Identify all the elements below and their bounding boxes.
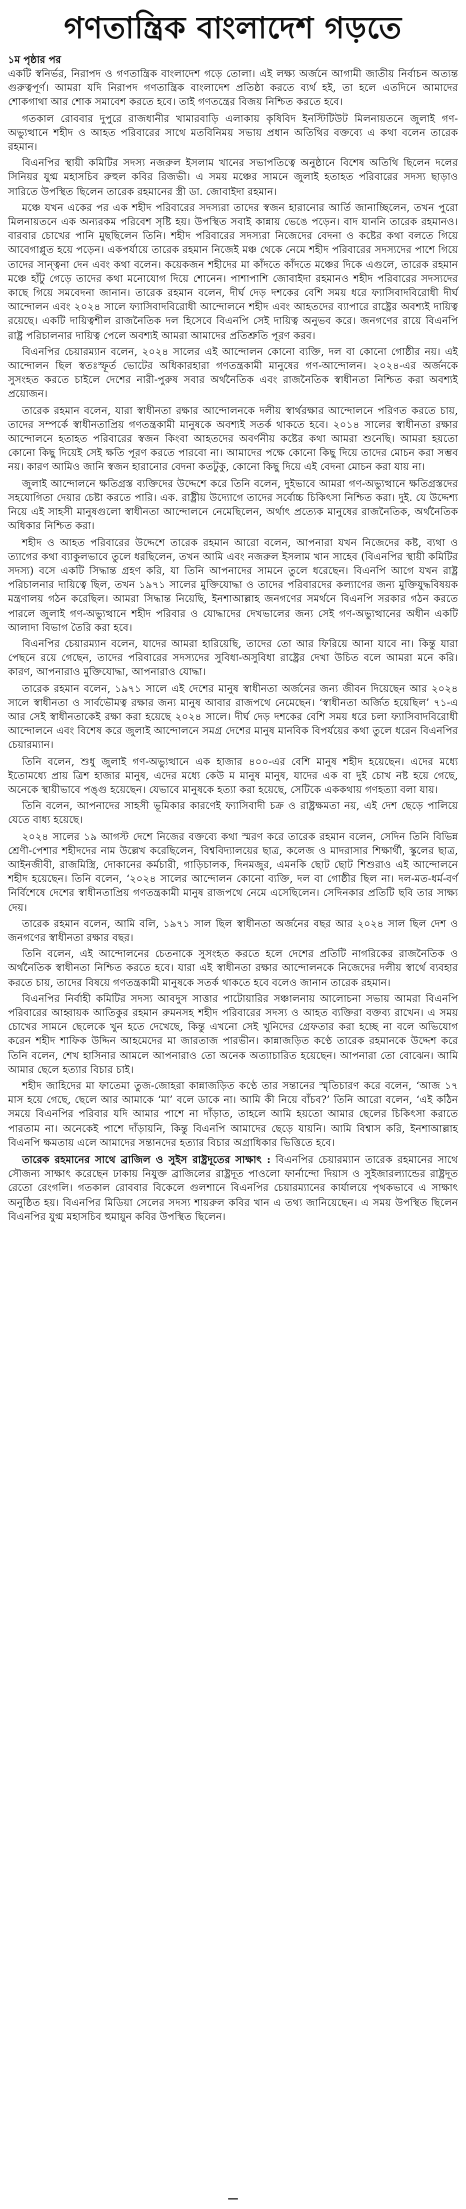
headline: গণতান্ত্রিক বাংলাদেশ গড়তে	[64, 11, 402, 46]
paragraph: শহীদ ও আহত পরিবারের উদ্দেশে তারেক রহমান আরো বলেন, আপনারা যখন নিজেদের কষ্ট, ব্যথা ও ত্যাগের কথা ব্যাকুলভাবে তুলে ধরছিলেন, তখন আমি এবং নজরুল ইসলাম খান সাহেব (বিএনপির স্থায়ী কমিটির সদস্য) বসে একটি সিদ্ধান্ত গ্রহণ করি, যা তিনি আপনাদের সামনে তুলে ধরেছেন। বিএনপি আগে যখন রাষ্ট্র পরিচালনার দায়িত্বে ছিল, তখন ১৯৭১ সালের মুক্তিযোদ্ধা ও তাদের পরিবারদের কল্যাণের জন্য মুক্তিযুদ্ধবিষয়ক মন্ত্রণালয় গঠন করেছিল। আমরা সিদ্ধান্ত নিয়েছি, ইনশাআল্লাহ জনগণের সমর্থনে বিএনপি সরকার গঠন করতে পারলে জুলাই গণ-অভ্যুত্থানে শহীদ পরিবার ও যোদ্ধাদের দেখভালের জন্য সেই গণ-অভ্যুত্থানের অধীন একটি আলাদা বিভাগ তৈরি করা হবে।	[8, 537, 458, 634]
paragraph: বিএনপির চেয়ারম্যান বলেন, ২০২৪ সালের এই আন্দোলন কোনো ব্যক্তি, দল বা কোনো গোষ্ঠীর নয়। এই আন্দোলন ছিল স্বতঃস্ফূর্ত ভোটের অধিকারহারা গণতন্ত্রকামী মানুষের গণ-আন্দোলন। ২০২৪-এর অর্জনকে সুসংহত করতে চাইলে দেশের নারী-পুরুষ সবার অর্থনৈতিক এবং রাজনৈতিক স্বাধীনতা নিশ্চিত করা অবশ্যই প্রয়োজন।	[8, 346, 458, 401]
paragraph: শহীদ জাহিদের মা ফাতেমা তুজ-জোহরা কান্নাজড়িত কণ্ঠে তার সন্তানের স্মৃতিচারণ করে বলেন, ‘আজ ১৭ মাস হয়ে গেছে, ছেলে আর আমাকে ‘মা’ বলে ডাকে না। আমি কী নিয়ে বাঁচব?’ তিনি আরো বলেন, ‘এই কঠিন সময়ে বিএনপির পরিবার যদি আমার পাশে না দাঁড়াত, তাহলে আমি হয়তো আমার ছেলের চিকিৎসা করাতে পারতাম না। অনেকেই পাশে দাঁড়ায়নি, কিন্তু বিএনপি আমাদের ছেড়ে যায়নি। আমি বিশ্বাস করি, ইনশাআল্লাহ বিএনপি ক্ষমতায় এলে আমাদের সন্তানদের হত্যার বিচার অগ্রাধিকার ভিত্তিতে হবে।	[8, 1081, 458, 1149]
paragraph: জুলাই আন্দোলনে ক্ষতিগ্রস্ত ব্যক্তিদের উদ্দেশে করে তিনি বলেন, দুইভাবে আমরা গণ-অভ্যুত্থানে ক্ষতিগ্রস্তদের সহযোগিতা দেয়ার চেষ্টা করতে পারি। এক. রাষ্ট্রীয় উদ্যোগে তাদের সর্বোচ্চ চিকিৎসা নিশ্চিত করা। দুই. যে উদ্দেশ্য নিয়ে এই সাহসী মানুষগুলো স্বাধীনতা আন্দোলনে নেমেছিলেন, অর্থাৎ প্রত্যেক মানুষের রাজনৈতিক, অর্থনৈতিক অধিকার নিশ্চিত করা।	[8, 478, 458, 533]
section-subheading: তারেক রহমানের সাথে ব্রাজিল ও সুইস রাষ্ট্রদূতের সাক্ষাৎ :	[22, 1154, 271, 1167]
paragraph: একটি স্বনির্ভর, নিরাপদ ও গণতান্ত্রিক বাংলাদেশ গড়ে তোলা। এই লক্ষ্য অর্জনে আগামী জাতীয় নির্বাচন অত্যন্ত গুরুত্বপূর্ণ। আমরা যদি নিরাপদ গণতান্ত্রিক বাংলাদেশ প্রতিষ্ঠা করতে ব্যর্থ হই, তা হলে এতদিনে আমাদের শোকগাথা আর শোক সমাবেশ করতে হবে। তাই গণতন্ত্রের বিজয় নিশ্চিত করতে হবে।	[8, 69, 458, 109]
paragraph-last-section	[8, 1153, 458, 1225]
paragraph: তারেক রহমান বলেন, যারা স্বাধীনতা রক্ষার আন্দোলনকে দলীয় স্বার্থরক্ষার আন্দোলনে পরিণত করতে চায়, তাদের সম্পর্কে স্বাধীনতাপ্রিয় গণতন্ত্রকামী মানুষকে অবশ্যই সতর্ক থাকতে হবে। ২০১৪ সালের স্বাধীনতা রক্ষার আন্দোলনে হতাহত পরিবারের স্বজন কিংবা আহতদের অবর্ণনীয় কষ্টের কথা আমরা শুনেছি। আমরা হয়তো কোনো কিছু দিয়েই সেই ক্ষতি পূরণ করতে পারবো না। আমাদের পক্ষে কোনো কিছু দিয়ে তাদের মোচন করা সম্ভব নয়। কারণ আমিও জানি স্বজন হারানোর বেদনা কতটুকু, কোনো কিছু দিয়ে এই বেদনা মোচন করা যায় না।	[8, 405, 458, 474]
paragraph: তিনি বলেন, শুধু জুলাই গণ-অভ্যুত্থানে এক হাজার ৪০০-এর বেশি মানুষ শহীদ হয়েছেন। এদের মধ্যে ইতোমধ্যে প্রায় ত্রিশ হাজার মানুষ, এদের মধ্যে কেউ ম মানুষ মানুষ, যাদের এক বা দুই চোখ নষ্ট হয়ে গেছে, অনেকে স্থায়ীভাবে পঙ্গু হয়েছেন। যেভাবে মানুষকে হত্যা করা হয়েছে, সেটিকে এককথায় গণহত্যা বলা যায়।	[8, 756, 458, 796]
paragraph: তিনি বলেন, এই আন্দোলনের চেতনাকে সুসংহত করতে হলে দেশের প্রতিটি নাগরিকের রাজনৈতিক ও অর্থনৈতিক স্বাধীনতা নিশ্চিত করতে হবে। যারা এই স্বাধীনতা রক্ষার আন্দোলনকে নিজেদের দলীয় স্বার্থে ব্যবহার করতে চায়, তাদের বিষয়ে গণতন্ত্রকামী মানুষকে সতর্ক থাকতে হবে বলেও জানান তারেক রহমান।	[8, 949, 458, 989]
paragraph: মঞ্চে যখন একের পর এক শহীদ পরিবারের সদস্যরা তাদের স্বজন হারানোর আর্তি জানাচ্ছিলেন, তখন পুরো মিলনায়তনে এক অন্যরকম পরিবেশ সৃষ্টি হয়। উপস্থিত সবাই কান্নায় ভেঙে পড়েন। বাদ যাননি তারেক রহমানও। বারবার চোখের পানি মুছছিলেন তিনি। শহীদ পরিবারের সদস্যরা নিজেদের বেদনা ও কষ্টের কথা বলতে গিয়ে আবেগাপ্লুত হয়ে পড়েন। একপর্যায়ে তারেক রহমান নিজেই মঞ্চ থেকে নেমে শহীদ পরিবারের সদস্যদের পাশে গিয়ে তাদের সান্ত্বনা দেন এবং কথা বলেন। কয়েকজন শহীদের মা কাঁদতে কাঁদতে মঞ্চের দিকে এগুলে, তারেক রহমান মঞ্চে হাঁটু গেড়ে তাদের কথা মনোযোগ দিয়ে শোনেন। পাশাপাশি জোবাইদা রহমানও শহীদ পরিবারের সদস্যদের কাছে গিয়ে সমবেদনা জানান। তারেক রহমান বলেন, দীর্ঘ দেড় দশকের বেশি সময় ধরে ফ্যাসিবাদবিরোধী দীর্ঘ আন্দোলন এবং ২০২৪ সালে ফ্যাসিবাদবিরোধী আন্দোলনে শহীদ এবং আহতদের ব্যাপারে রাষ্ট্রের অবশ্যই দায়িত্ব রয়েছে। একটি দায়িত্বশীল রাজনৈতিক দল হিসেবে বিএনপি সেই দায়িত্ব অনুভব করে। জনগণের রায়ে বিএনপি রাষ্ট্র পরিচালনার দায়িত্ব পেলে অবশ্যই আমরা আমাদের প্রতিশ্রুতি পূরণ করব।	[8, 202, 458, 342]
paragraph: বিএনপির স্থায়ী কমিটির সদস্য নজরুল ইসলাম খানের সভাপতিত্বে অনুষ্ঠানে বিশেষ অতিথি ছিলেন দলের সিনিয়র যুগ্ম মহাসচিব রুহুল কবির রিজভী। এ সময় মঞ্চের সামনে জুলাই হতাহত পরিবারের সদস্য ছাড়াও সারিতে উপস্থিত ছিলেন তারেক রহমানের স্ত্রী ডা. জোবাইদা রহমান।	[8, 158, 458, 198]
paragraph: বিএনপির চেয়ারম্যান বলেন, যাদের আমরা হারিয়েছি, তাদের তো আর ফিরিয়ে আনা যাবে না। কিন্তু যারা পেছনে রয়ে গেছেন, তাদের পরিবারের সদস্যদের সুবিধা-অসুবিধা রাষ্ট্রের দেখা উচিত বলে আমরা মনে করি। কারণ, আপনারাও মুক্তিযোদ্ধা, আপনারাও যোদ্ধা।	[8, 638, 458, 679]
section-extra-text: বিএনপির মিডিয়া সেলের সদস্য শায়রুল কবির খান এ তথ্য জানিয়েছেন। এ সময় উপস্থিত ছিলেন বিএনপির যুগ্ম মহাসচিব হুমায়ুন কবির উপস্থিত ছিলেন।	[8, 1197, 458, 1223]
section-text: বিএনপির চেয়ারম্যান তারেক রহমানের সাথে সৌজন্য সাক্ষাৎ করেছেন ঢাকায় নিযুক্ত ব্রাজিলের রাষ্ট্রদূত পাওলো ফার্নান্দো দিয়াস ও সুইজারল্যান্ডের রাষ্ট্রদূত রেতো রেংগলি। গতকাল রোববার বিকেলে গুলশানে বিএনপির চেয়ারম্যানের কার্যালয়ে পৃথকভাবে এ সাক্ষাৎ অনুষ্ঠিত হয়।	[8, 1155, 458, 1209]
paragraph: গতকাল রোববার দুপুরে রাজধানীর খামারবাড়ি এলাকায় কৃষিবিদ ইনস্টিটিউট মিলনায়তনে জুলাই গণ-অভ্যুত্থানে শহীদ ও আহত পরিবারের সাথে মতবিনিময় সভায় প্রধান অতিথির বক্তব্যে এ কথা বলেন তারেক রহমান।	[8, 113, 458, 154]
paragraph: তারেক রহমান বলেন, আমি বলি, ১৯৭১ সাল ছিল স্বাধীনতা অর্জনের বছর আর ২০২৪ সাল ছিল দেশ ও জনগণের স্বাধীনতা রক্ষার বছর।	[8, 918, 458, 944]
paragraph: তারেক রহমান বলেন, ১৯৭১ সালে এই দেশের মানুষ স্বাধীনতা অর্জনের জন্য জীবন দিয়েছেন আর ২০২৪ সালে স্বাধীনতা ও সার্বভৌমত্ব রক্ষার জন্য মানুষ আবার রাজপথে নেমেছেন। ‘স্বাধীনতা অর্জিত হয়েছিল’ ৭১-এ আর সেই স্বাধীনতাকেই রক্ষা করা হয়েছে ২০২৪ সালে। দীর্ঘ দেড় দশকের বেশি সময় ধরে চলা ফ্যাসিবাদবিরোধী আন্দোলনে এবং বিশেষ করে জুলাই আন্দোলনে সমগ্র দেশের মানুষ মানবিক বিপর্যয়ের কথা তুলে ধরেন বিএনপির চেয়ারম্যান।	[8, 683, 458, 752]
page-bottom-mark: —	[227, 2192, 239, 2205]
paragraph: তিনি বলেন, আপনাদের সাহসী ভূমিকার কারণেই ফ্যাসিবাদী চক্র ও রাষ্ট্রক্ষমতা নয়, এই দেশ ছেড়ে পালিয়ে যেতে বাধ্য হয়েছে।	[8, 801, 458, 827]
continued-from-label: ১ম পৃষ্ঠার পর	[8, 55, 61, 66]
article-body	[0, 68, 466, 1225]
paragraph: ২০২৪ সালের ১৯ আগস্ট দেশে নিজের বক্তব্যে কথা স্মরণ করে তারেক রহমান বলেন, সেদিন তিনি বিভিন্ন শ্রেণী-পেশার শহীদদের নাম উল্লেখ করেছিলেন, বিশ্ববিদ্যালয়ের ছাত্র, কলেজ ও মাদরাসার শিক্ষার্থী, স্কুলের ছাত্র, আইনজীবী, রাজমিস্ত্রি, দোকানের কর্মচারী, গাড়িচালক, দিনমজুর, এমনকি ছোট ছোট শিশুরাও এই আন্দোলনে শহীদ হয়েছেন। তিনি বলেন, ‘২০২৪ সালের আন্দোলন কোনো ব্যক্তি, দল বা গোষ্ঠীর ছিল না। দল-মত-ধর্ম-বর্ণ নির্বিশেষে দেশের স্বাধীনতাপ্রিয় গণতন্ত্রকামী মানুষ রাজপথে নেমে এসেছিলেন। সেদিনকার প্রতিটি ছবি তার সাক্ষ্য দেয়।	[8, 831, 458, 914]
paragraph: বিএনপির নির্বাহী কমিটির সদস্য আবদুস সাত্তার পাটোয়ারির সঞ্চালনায় আলোচনা সভায় আমরা বিএনপি পরিবারের আহ্বায়ক আতিকুর রহমান রুমনসহ শহীদ পরিবারের সদস্য ও আহত ব্যক্তিরা বক্তব্য রাখেন। এ সময় চোখের সামনে ছেলেকে খুন হতে দেখেছে, কিন্তু এখনো সেই খুনিদের গ্রেফতার করা হচ্ছে না বলে অভিযোগ করেন শহীদ শাফিক উদ্দিন আহমেদের মা জারতাজ পারভীন। কান্নাজড়িত কণ্ঠে তারেক রহমানকে উদ্দেশ করে তিনি বলেন, শেখ হাসিনার আমলে আপনারাও তো অনেক অত্যাচারিত হয়েছেন। আপনারা তো বোঝেন। আমি আমার ছেলে হত্যার বিচার চাই।	[8, 993, 458, 1076]
